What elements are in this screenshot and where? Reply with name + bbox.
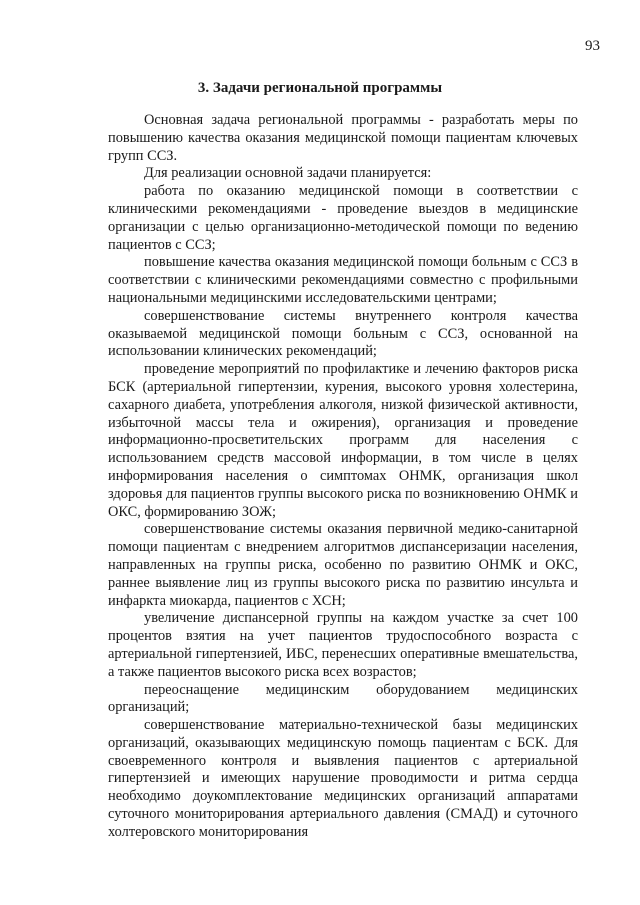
paragraph-primary-care-improvement: совершенствование системы оказания первичной медико-санитарной помощи пациентам с внедрением алгоритмов диспансеризации населения, направленных на группы риска, особенно по развитию ОНМК и ОКС, раннее выявление лиц из группы высокого риска по развитию инсульта и инфаркта миокарда, пациентов с ХСН;	[108, 521, 578, 609]
paragraph-equipment-reequipping: переоснащение медицинским оборудованием медицинских организаций;	[108, 681, 578, 716]
paragraph-dispensary-group: увеличение диспансерной группы на каждом участке за счет 100 процентов взятия на учет пациентов трудоспособного возраста с артериальной гипертензией, ИБС, перенесших оперативные вмешательства, а также пациентов высокого риска всех возрастов;	[108, 610, 578, 680]
body-text	[108, 112, 578, 842]
section-heading: 3. Задачи региональной программы	[197, 80, 443, 96]
paragraph-material-base: совершенствование материально-технической базы медицинских организаций, оказывающих медицинскую помощь пациентам с БСК. Для своевременного контроля и выявления пациентов с артериальной гипертензией и имеющих нарушение проводимости и ритма сердца необходимо доукомплектование медицинских организаций аппаратами суточного мониторирования артериального давления (СМАД) и суточного холтеровского мониторирования	[108, 717, 578, 840]
paragraph-main-task: Основная задача региональной программы - разработать меры по повышению качества оказания медицинской помощи пациентам ключевых групп ССЗ.	[108, 112, 578, 164]
page-number: 93	[585, 38, 600, 54]
paragraph-clinical-guidelines-visits: работа по оказанию медицинской помощи в соответствии с клиническими рекомендациями - проведение выездов в медицинские организации с целью организационно-методической помощи по ведению пациентов с ССЗ;	[108, 183, 578, 253]
paragraph-quality-improvement: повышение качества оказания медицинской помощи больным с ССЗ в соответствии с клиническими рекомендациями совместно с профильными национальными медицинскими исследовательскими центрами;	[108, 254, 578, 306]
paragraph-risk-factor-prevention: проведение мероприятий по профилактике и лечению факторов риска БСК (артериальной гипертензии, курения, высокого уровня холестерина, сахарного диабета, употребления алкоголя, низкой физической активности, избыточной массы тела и ожирения), организация и проведение информационно-просветительских программ для населения с использованием средств массовой информации, в том числе в целях информирования населения о симптомах ОНМК, организация школ здоровья для пациентов группы высокого риска по возникновению ОНМК и ОКС, формированию ЗОЖ;	[108, 361, 578, 520]
paragraph-planned-intro: Для реализации основной задачи планируется:	[144, 165, 432, 182]
paragraph-internal-quality-control: совершенствование системы внутреннего контроля качества оказываемой медицинской помощи больным с ССЗ, основанной на использовании клинических рекомендаций;	[108, 307, 578, 360]
